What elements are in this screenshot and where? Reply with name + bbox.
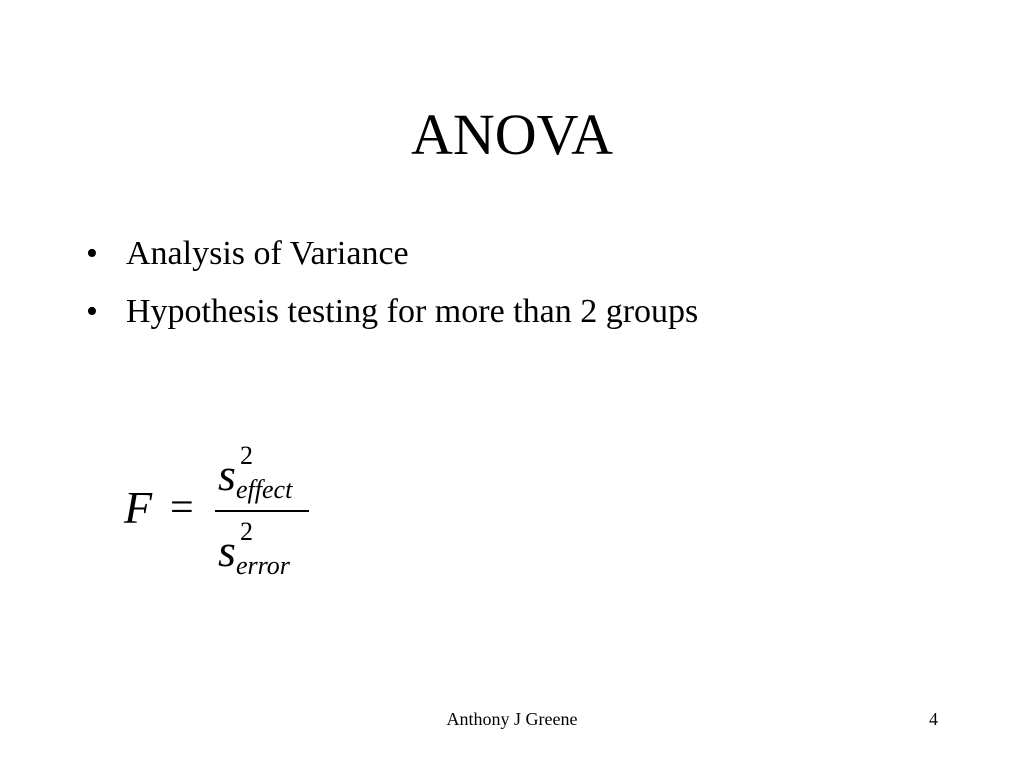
denominator-subscript: error bbox=[236, 551, 290, 580]
slide-title: ANOVA bbox=[411, 102, 613, 167]
fraction-bar bbox=[215, 510, 309, 512]
page-number: 4 bbox=[929, 709, 938, 729]
bullet-text: Hypothesis testing for more than 2 groups bbox=[126, 293, 699, 330]
bullet-dot-icon: • bbox=[86, 235, 98, 272]
footer-author: Anthony J Greene bbox=[446, 709, 578, 729]
numerator-exponent: 2 bbox=[240, 441, 253, 470]
bullet-dot-icon: • bbox=[86, 293, 98, 330]
formula-lhs: F bbox=[124, 482, 153, 533]
numerator-subscript: effect bbox=[236, 475, 293, 504]
denominator-variable: s bbox=[218, 525, 236, 576]
f-ratio-formula bbox=[124, 438, 324, 588]
bullet-item bbox=[86, 232, 698, 276]
numerator-variable: s bbox=[218, 449, 236, 500]
bullet-item bbox=[86, 290, 698, 334]
formula-equals-sign: = bbox=[170, 485, 194, 531]
bullet-text: Analysis of Variance bbox=[126, 235, 409, 272]
bullet-list bbox=[86, 232, 698, 348]
denominator-exponent: 2 bbox=[240, 517, 253, 546]
